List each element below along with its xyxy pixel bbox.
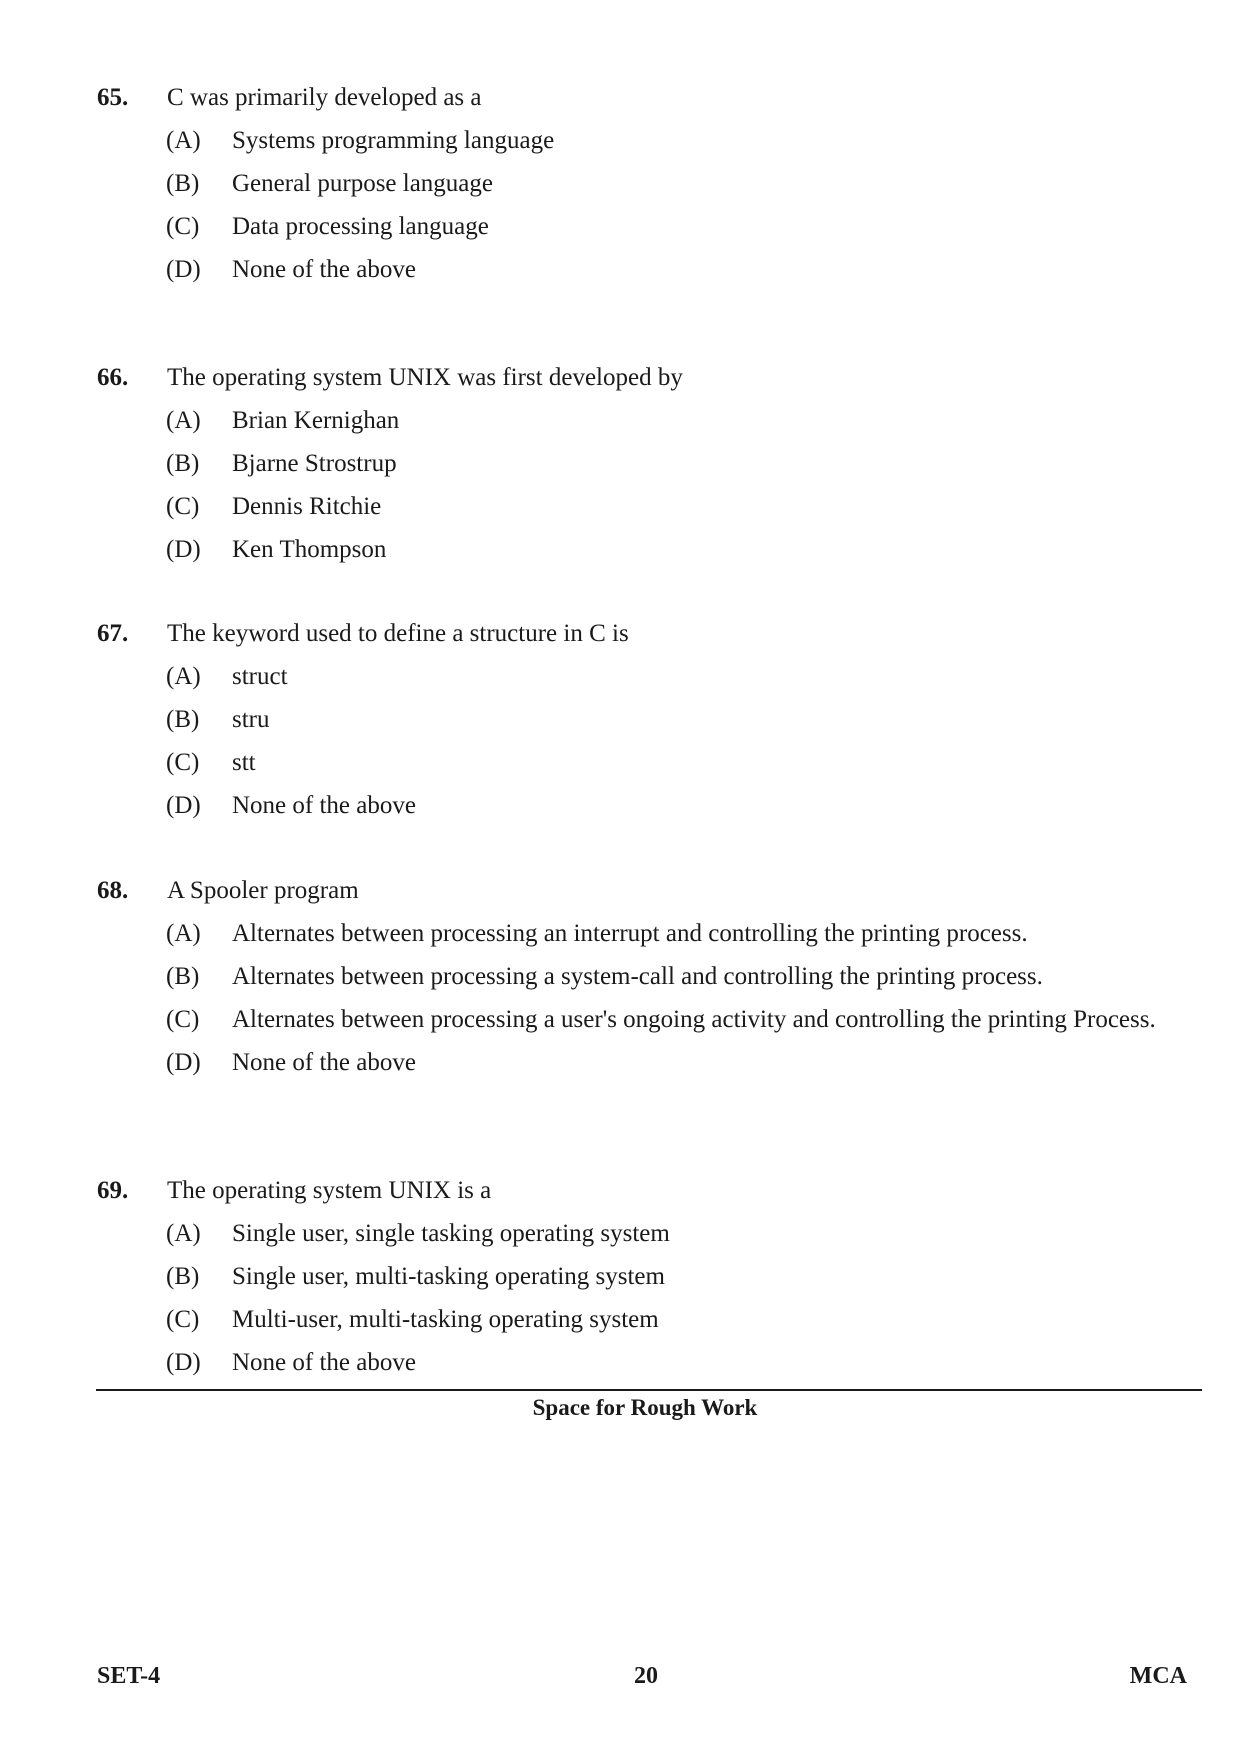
- option-text: None of the above: [232, 1049, 416, 1076]
- option-b: [0, 442, 1240, 485]
- option-text: Data processing language: [232, 213, 489, 240]
- question-number: 67.: [97, 620, 129, 647]
- question-text: The operating system UNIX was first developed by: [167, 364, 683, 391]
- question-number: 69.: [97, 1177, 129, 1204]
- option-label: (B): [166, 963, 200, 990]
- option-b: [0, 1255, 1240, 1298]
- option-b: [0, 162, 1240, 205]
- question-text: A Spooler program: [167, 877, 359, 904]
- option-text: None of the above: [232, 792, 416, 819]
- option-d: [0, 1041, 1240, 1084]
- option-a: [0, 119, 1240, 162]
- option-d: [0, 784, 1240, 827]
- footer-page-number: 20: [634, 1663, 658, 1689]
- option-a: [0, 1212, 1240, 1255]
- option-text: Single user, single tasking operating system: [232, 1220, 670, 1247]
- option-label: (B): [166, 170, 200, 197]
- rough-work-label: Space for Rough Work: [532, 1395, 758, 1420]
- option-label: (C): [166, 749, 200, 776]
- question-66: [0, 357, 1240, 571]
- option-label: (D): [166, 536, 201, 563]
- option-c: [0, 205, 1240, 248]
- option-label: (B): [166, 450, 200, 477]
- option-label: (C): [166, 213, 200, 240]
- option-label: (A): [166, 1220, 201, 1247]
- option-text: Bjarne Strostrup: [232, 450, 397, 477]
- divider-rule: [96, 1389, 1202, 1391]
- question-text: The operating system UNIX is a: [167, 1177, 492, 1204]
- option-c: [0, 485, 1240, 528]
- option-text: Alternates between processing a user's ongoing activity and controlling the printing Process.: [232, 1006, 1156, 1033]
- question-number: 66.: [97, 364, 129, 391]
- option-c: [0, 1298, 1240, 1341]
- option-d: [0, 248, 1240, 291]
- option-text: stru: [232, 706, 270, 733]
- option-label: (A): [166, 407, 201, 434]
- option-text: None of the above: [232, 1349, 416, 1376]
- option-text: struct: [232, 663, 288, 690]
- option-label: (D): [166, 256, 201, 283]
- question-69: [0, 1170, 1240, 1384]
- option-label: (D): [166, 792, 201, 819]
- question-65: [0, 77, 1240, 291]
- option-label: (B): [166, 1263, 200, 1290]
- option-text: General purpose language: [232, 170, 493, 197]
- option-text: stt: [232, 749, 256, 776]
- option-text: Brian Kernighan: [232, 407, 400, 434]
- option-label: (A): [166, 127, 201, 154]
- question-68: [0, 870, 1240, 1084]
- footer-set-code: SET-4: [97, 1663, 161, 1689]
- question-number: 68.: [97, 877, 129, 904]
- option-b: [0, 698, 1240, 741]
- option-d: [0, 1341, 1240, 1384]
- question-text: C was primarily developed as a: [167, 84, 482, 111]
- option-text: Ken Thompson: [232, 536, 387, 563]
- option-label: (C): [166, 493, 200, 520]
- option-text: Single user, multi-tasking operating system: [232, 1263, 665, 1290]
- option-a: [0, 399, 1240, 442]
- option-c: [0, 741, 1240, 784]
- option-label: (D): [166, 1349, 201, 1376]
- question-number: 65.: [97, 84, 129, 111]
- option-label: (B): [166, 706, 200, 733]
- option-a: [0, 912, 1240, 955]
- option-label: (C): [166, 1306, 200, 1333]
- option-c: [0, 998, 1240, 1041]
- question-67: [0, 613, 1240, 827]
- option-label: (A): [166, 663, 201, 690]
- option-d: [0, 528, 1240, 571]
- option-text: Systems programming language: [232, 127, 555, 154]
- option-b: [0, 955, 1240, 998]
- option-text: None of the above: [232, 256, 416, 283]
- option-label: (C): [166, 1006, 200, 1033]
- option-text: Multi-user, multi-tasking operating system: [232, 1306, 659, 1333]
- question-text: The keyword used to define a structure in C is: [167, 620, 629, 647]
- option-text: Alternates between processing an interrupt and controlling the printing process.: [232, 920, 1028, 947]
- option-text: Alternates between processing a system-call and controlling the printing process.: [232, 963, 1043, 990]
- option-label: (D): [166, 1049, 201, 1076]
- option-a: [0, 655, 1240, 698]
- option-label: (A): [166, 920, 201, 947]
- footer-course: MCA: [1129, 1663, 1187, 1689]
- option-text: Dennis Ritchie: [232, 493, 382, 520]
